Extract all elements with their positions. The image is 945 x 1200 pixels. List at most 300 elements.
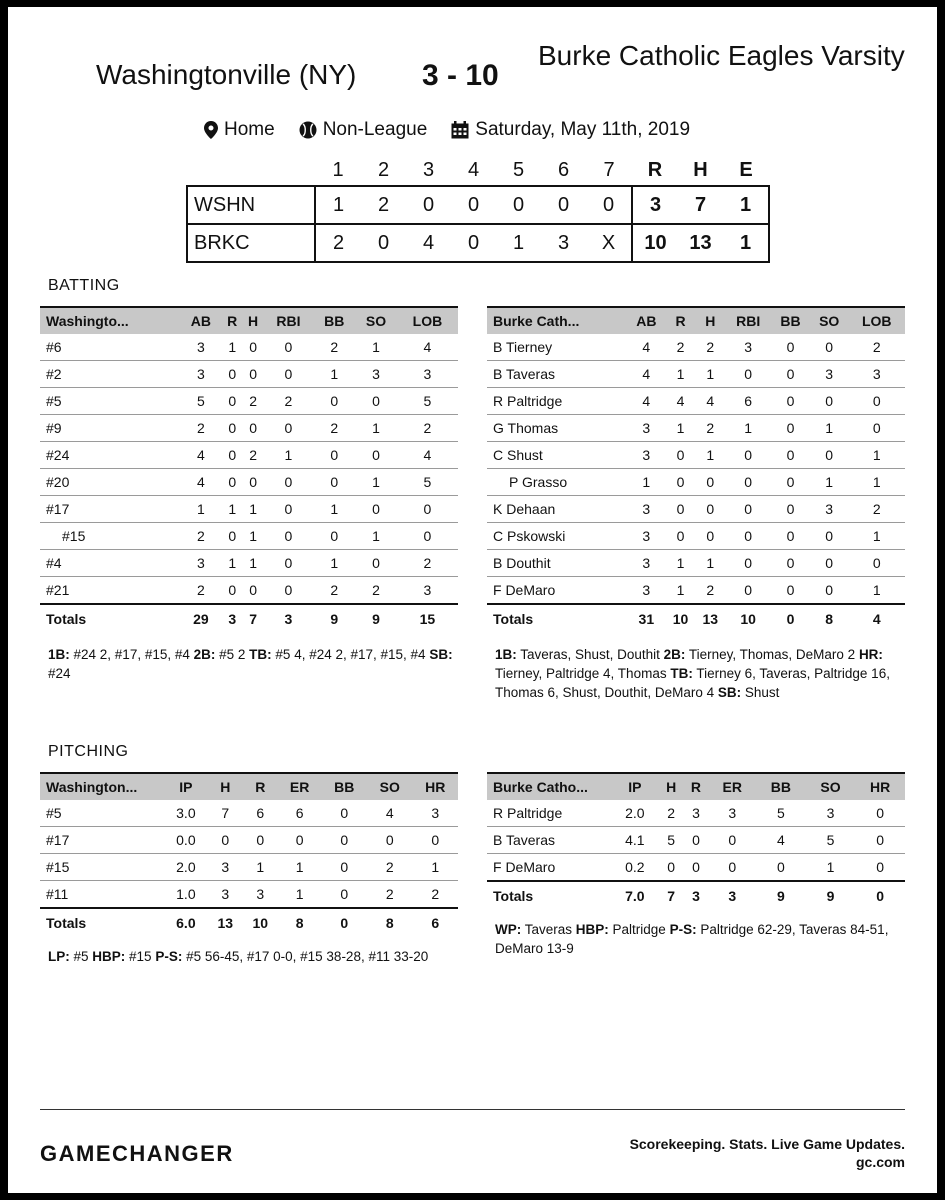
player-name: B Tierney (487, 334, 627, 361)
inning-header: 1 (332, 158, 344, 181)
stat-cell: 1 (810, 415, 849, 442)
stat-cell: 3 (708, 800, 756, 827)
stat-cell: 0 (695, 469, 725, 496)
runs-total: 3 (632, 186, 678, 224)
totals-cell: 8 (385, 915, 394, 931)
team-abbr: WSHN (187, 186, 315, 224)
stat-cell: 0 (666, 523, 696, 550)
note-text: #5 2 (215, 647, 250, 662)
note-text: #5 (69, 949, 93, 964)
inning-score: 4 (422, 231, 435, 254)
stat-cell: 1 (278, 881, 322, 909)
stat-cell: 1 (180, 496, 222, 523)
away-pitching-table (487, 772, 905, 910)
note-text: Paltridge (608, 922, 670, 937)
stat-cell: 2 (313, 415, 355, 442)
location-info (204, 119, 275, 141)
inning-score: 0 (557, 193, 570, 216)
note-text: Shust (741, 685, 780, 700)
inning-score: 0 (467, 231, 480, 254)
stat-cell: 3 (397, 361, 458, 388)
player-name: B Taveras (487, 827, 611, 854)
note-label: P-S: (669, 922, 697, 937)
player-name: K Dehaan (487, 496, 627, 523)
stat-cell: 2 (180, 523, 222, 550)
stat-cell: 3 (810, 361, 849, 388)
stat-cell: 2 (397, 550, 458, 577)
note-text: Tierney, Paltridge 4, Thomas (495, 666, 671, 681)
player-name: #6 (40, 334, 180, 361)
note-label: 2B: (663, 647, 686, 662)
note-text: #24 (48, 666, 71, 681)
home-team-name: Washingtonville (NY) (96, 59, 357, 90)
inning-score: 0 (467, 193, 480, 216)
player-name: B Douthit (487, 550, 627, 577)
note-label: SB: (429, 647, 453, 662)
column-header: H (666, 779, 677, 795)
stat-cell: 0 (849, 550, 906, 577)
stat-cell: 4 (180, 469, 222, 496)
stat-cell: 3 (627, 550, 666, 577)
away-team-name: Burke Catholic Eagles Varsity (538, 40, 905, 71)
stat-cell: 5 (397, 469, 458, 496)
column-header: AB (636, 313, 657, 329)
stat-cell: 1 (222, 496, 243, 523)
player-name: #21 (40, 577, 180, 605)
note-text: #15 (125, 949, 156, 964)
hits-total: 7 (694, 193, 707, 216)
stat-cell: 0 (695, 496, 725, 523)
note-label: WP: (495, 922, 522, 937)
game-header (8, 37, 937, 117)
table-row (487, 388, 905, 415)
stat-cell: 5 (806, 827, 856, 854)
column-header: SO (379, 779, 400, 795)
table-row (487, 577, 905, 605)
location-label: Home (224, 119, 275, 140)
stat-cell: 2 (695, 577, 725, 605)
stat-cell: 4 (627, 388, 666, 415)
stat-cell: 2 (412, 881, 458, 909)
note-label: P-S: (155, 949, 183, 964)
stat-cell: 1 (243, 523, 264, 550)
player-name: #5 (40, 388, 180, 415)
stat-cell: 3 (627, 523, 666, 550)
stat-cell: 2 (695, 415, 725, 442)
stat-cell: 2.0 (611, 800, 659, 827)
stat-cell: 1 (243, 496, 264, 523)
stat-cell: 4 (367, 800, 412, 827)
note-text: #24 2, #17, #15, #4 (69, 647, 194, 662)
footer-divider (40, 1109, 905, 1110)
inning-score: 0 (422, 193, 435, 216)
stat-cell: 0 (222, 577, 243, 605)
player-name: C Shust (487, 442, 627, 469)
stat-cell: 0 (264, 550, 314, 577)
stat-cell: 7 (208, 800, 243, 827)
stat-cell: 3 (627, 577, 666, 605)
column-header: RBI (736, 313, 761, 329)
stat-cell: 0 (756, 854, 806, 882)
stat-cell: 1 (695, 361, 725, 388)
stat-cell: 1 (849, 523, 906, 550)
stat-cell: 0 (666, 442, 696, 469)
table-row (40, 800, 458, 827)
league-info (299, 119, 428, 141)
totals-cell: 9 (826, 888, 835, 904)
stat-cell: 1 (627, 469, 666, 496)
note-label: HBP: (575, 922, 609, 937)
stat-cell: 0 (725, 442, 771, 469)
gamechanger-logo: GAMECHANGER (40, 1141, 234, 1166)
totals-cell: 15 (419, 611, 436, 627)
player-name: #5 (40, 800, 164, 827)
column-header: BB (780, 313, 801, 329)
team-abbr: BRKC (187, 224, 315, 262)
column-header: LOB (412, 313, 443, 329)
column-header: IP (628, 779, 642, 795)
stat-cell: 4 (180, 442, 222, 469)
inning-score: 2 (332, 231, 345, 254)
stat-cell: 0 (684, 827, 709, 854)
table-row (40, 827, 458, 854)
stat-cell: 2 (180, 415, 222, 442)
stat-cell: 1 (666, 550, 696, 577)
site-link[interactable]: gc.com (855, 1154, 905, 1170)
stat-cell: 3 (180, 550, 222, 577)
stat-cell: 2 (849, 496, 906, 523)
inning-score: 0 (377, 231, 390, 254)
line-score-row-away (187, 224, 769, 262)
column-header: HR (425, 779, 446, 795)
column-header: H (248, 313, 259, 329)
stat-cell: 0 (771, 523, 810, 550)
note-text: Paltridge 62-29, Taveras 84-51, DeMaro 13-9 (495, 922, 889, 956)
stat-cell: 1 (725, 415, 771, 442)
stat-cell: 1 (849, 577, 906, 605)
stat-cell: 1 (355, 415, 397, 442)
stat-cell: 0 (355, 550, 397, 577)
player-name: #15 (40, 854, 164, 881)
stat-cell: 0 (222, 442, 243, 469)
stat-cell: 3 (208, 854, 243, 881)
stat-cell: 2 (659, 800, 684, 827)
stats-header-row (40, 773, 458, 800)
stat-cell: 6 (278, 800, 322, 827)
column-header: Washingto... (46, 313, 129, 329)
note-label: 1B: (495, 647, 517, 662)
totals-cell: 3 (728, 888, 737, 904)
stat-cell: 0 (666, 496, 696, 523)
note-label: HBP: (92, 949, 126, 964)
inning-score: 3 (557, 231, 570, 254)
home-pitching-notes (48, 947, 458, 966)
stat-cell: 1.0 (164, 881, 208, 909)
stat-cell: 0 (771, 469, 810, 496)
map-pin-icon (204, 121, 218, 139)
stat-cell: 0 (222, 415, 243, 442)
column-header: R (255, 779, 266, 795)
table-row (40, 854, 458, 881)
column-header: Burke Catho... (493, 779, 588, 795)
hits-total: 13 (689, 231, 712, 254)
stat-cell: 0 (810, 388, 849, 415)
column-header: IP (179, 779, 193, 795)
stat-cell: 0 (855, 800, 905, 827)
note-label: TB: (670, 666, 693, 681)
stat-cell: 0 (313, 523, 355, 550)
totals-cell: 10 (252, 915, 269, 931)
stat-cell: 3 (412, 800, 458, 827)
stat-cell: 2 (695, 334, 725, 361)
player-name: B Taveras (487, 361, 627, 388)
totals-cell: 9 (777, 888, 785, 904)
totals-cell: 31 (638, 611, 655, 627)
stat-cell: 2.0 (164, 854, 208, 881)
stat-cell: 0 (725, 361, 771, 388)
stat-cell: 1 (806, 854, 856, 882)
player-name: #15 (40, 523, 180, 550)
player-name: #11 (40, 881, 164, 909)
stat-cell: 1 (355, 469, 397, 496)
stat-cell: 2 (313, 334, 355, 361)
totals-cell: 0 (876, 888, 885, 904)
table-row (487, 550, 905, 577)
column-header: RBI (276, 313, 301, 329)
stat-cell: 6 (725, 388, 771, 415)
line-score-row-home (187, 186, 769, 224)
stat-cell: 3 (208, 881, 243, 909)
table-row (40, 550, 458, 577)
totals-cell: 13 (702, 611, 719, 627)
table-row (40, 334, 458, 361)
column-header: SO (820, 779, 841, 795)
stat-cell: 0.2 (611, 854, 659, 882)
errors-total: 1 (723, 224, 769, 262)
stat-cell: 0 (243, 334, 264, 361)
stat-cell: 0 (222, 388, 243, 415)
stat-cell: 3.0 (164, 800, 208, 827)
stat-cell: 0 (412, 827, 458, 854)
stat-cell: 0 (810, 577, 849, 605)
totals-row (487, 881, 905, 910)
home-batting-notes (48, 645, 458, 683)
stat-cell: 0 (771, 415, 810, 442)
stat-cell: 0 (810, 523, 849, 550)
stat-cell: 0 (708, 827, 756, 854)
inning-header: 6 (557, 158, 570, 181)
stat-cell: 3 (725, 334, 771, 361)
stat-cell: 0 (659, 854, 684, 882)
stat-cell: 0 (725, 523, 771, 550)
stat-cell: 3 (849, 361, 906, 388)
table-row (40, 577, 458, 605)
table-row (40, 469, 458, 496)
stat-cell: 4 (666, 388, 696, 415)
totals-cell: 9 (372, 611, 380, 627)
stat-cell: 0 (810, 550, 849, 577)
totals-cell: 13 (217, 915, 234, 931)
stat-cell: 0 (849, 415, 906, 442)
table-row (40, 415, 458, 442)
stat-cell: 4 (627, 334, 666, 361)
stat-cell: 4.1 (611, 827, 659, 854)
totals-cell: 3 (284, 611, 293, 627)
stat-cell: 0 (322, 881, 367, 909)
totals-cell: 4 (872, 611, 881, 627)
stats-header-row (40, 307, 458, 334)
column-header: R (675, 313, 686, 329)
home-batting-table (40, 306, 458, 633)
player-name: #2 (40, 361, 180, 388)
totals-cell: 10 (672, 611, 689, 627)
tagline-text: Scorekeeping. Stats. Live Game Updates. (629, 1136, 905, 1152)
stats-header-row (487, 307, 905, 334)
stat-cell: 0 (264, 496, 314, 523)
totals-cell: 7 (249, 611, 257, 627)
stat-cell: 0 (810, 442, 849, 469)
inning-header: 3 (422, 158, 435, 181)
player-name: R Paltridge (487, 388, 627, 415)
stat-cell: 0 (278, 827, 322, 854)
column-header: H (220, 779, 231, 795)
stat-cell: 2 (666, 334, 696, 361)
stat-cell: 1 (695, 442, 725, 469)
stat-cell: 0 (771, 334, 810, 361)
note-text: Tierney 6, Taveras, Paltridge 16, Thomas 6, Shust, Douthit, DeMaro 4 (495, 666, 890, 700)
note-label: TB: (249, 647, 272, 662)
stat-cell: 3 (627, 442, 666, 469)
column-header: R (690, 779, 702, 795)
stat-cell: 1 (222, 550, 243, 577)
totals-cell: 9 (330, 611, 339, 627)
stat-cell: 0 (243, 361, 264, 388)
away-pitching-notes (495, 920, 905, 958)
stat-cell: 0 (264, 523, 314, 550)
totals-label: Totals (46, 915, 87, 931)
stat-cell: 2 (397, 415, 458, 442)
stat-cell: 0 (397, 523, 458, 550)
totals-cell: 29 (193, 611, 209, 627)
note-label: SB: (717, 685, 742, 700)
stat-cell: 0 (264, 577, 314, 605)
inning-header: 2 (377, 158, 390, 181)
stat-cell: 2 (313, 577, 355, 605)
stat-cell: 0 (666, 469, 696, 496)
footer-tagline (630, 1135, 905, 1171)
stat-cell: 3 (810, 496, 849, 523)
totals-cell: 6 (431, 915, 440, 931)
pitching-section-title: PITCHING (48, 743, 129, 760)
stat-cell: 0 (243, 415, 264, 442)
table-row (40, 496, 458, 523)
stat-cell: 0 (222, 361, 243, 388)
stat-cell: 1 (849, 469, 906, 496)
stat-cell: 4 (627, 361, 666, 388)
table-row (40, 388, 458, 415)
note-label: HR: (858, 647, 883, 662)
stat-cell: 1 (264, 442, 314, 469)
table-row (487, 523, 905, 550)
stat-cell: 2 (355, 577, 397, 605)
totals-cell: 8 (825, 611, 834, 627)
stat-cell: 0 (322, 854, 367, 881)
totals-cell: 3 (228, 611, 237, 627)
stat-cell: 0 (771, 442, 810, 469)
batting-section-title: BATTING (48, 277, 120, 294)
stat-cell: 3 (684, 800, 709, 827)
table-row (487, 854, 905, 882)
player-name: #9 (40, 415, 180, 442)
stat-cell: 0 (243, 827, 278, 854)
table-row (40, 881, 458, 909)
line-score-table (186, 155, 770, 263)
line-score-header (187, 155, 769, 186)
runs-header: R (647, 158, 663, 181)
table-row (487, 496, 905, 523)
totals-cell: 3 (692, 888, 700, 904)
player-name: C Pskowski (487, 523, 627, 550)
stat-cell: 3 (243, 881, 278, 909)
table-row (487, 827, 905, 854)
stat-cell: 0 (264, 469, 314, 496)
note-text: Taveras, Shust, Douthit (516, 647, 664, 662)
note-label: LP: (48, 949, 70, 964)
stat-cell: 4 (756, 827, 806, 854)
stat-cell: 0 (208, 827, 243, 854)
stat-cell: 0 (725, 550, 771, 577)
note-text: #5 56-45, #17 0-0, #15 38-28, #11 33-20 (182, 949, 429, 964)
stat-cell: 5 (180, 388, 222, 415)
runs-total: 10 (632, 224, 678, 262)
totals-cell: 7 (667, 888, 676, 904)
totals-cell: 10 (740, 611, 756, 627)
column-header: SO (819, 313, 840, 329)
table-row (40, 361, 458, 388)
inning-score: 1 (512, 231, 525, 254)
away-batting-table (487, 306, 905, 633)
league-label: Non-League (322, 119, 428, 140)
column-header: BB (334, 779, 355, 795)
stat-cell: 3 (627, 496, 666, 523)
stat-cell: 0 (810, 334, 849, 361)
stat-cell: 0 (243, 577, 264, 605)
stat-cell: 2 (367, 881, 412, 909)
stat-cell: 0 (855, 854, 905, 882)
stat-cell: 3 (355, 361, 397, 388)
stat-cell: 0 (264, 361, 314, 388)
stat-cell: 0 (695, 523, 725, 550)
player-name: G Thomas (487, 415, 627, 442)
player-name: #17 (40, 827, 164, 854)
player-name: P Grasso (487, 469, 627, 496)
note-label: 1B: (48, 647, 70, 662)
player-name: R Paltridge (487, 800, 611, 827)
stat-cell: 0 (355, 388, 397, 415)
stat-cell: 1 (810, 469, 849, 496)
stat-cell: 1 (278, 854, 322, 881)
stat-cell: 6 (243, 800, 278, 827)
stat-cell: 0 (725, 577, 771, 605)
inning-header: 4 (467, 158, 480, 181)
column-header: BB (324, 313, 345, 329)
stat-cell: 1 (243, 854, 278, 881)
totals-row (40, 908, 458, 937)
stat-cell: 2 (264, 388, 314, 415)
stat-cell: 0 (264, 415, 314, 442)
inning-header: 5 (512, 158, 525, 181)
stat-cell: 1 (666, 415, 696, 442)
